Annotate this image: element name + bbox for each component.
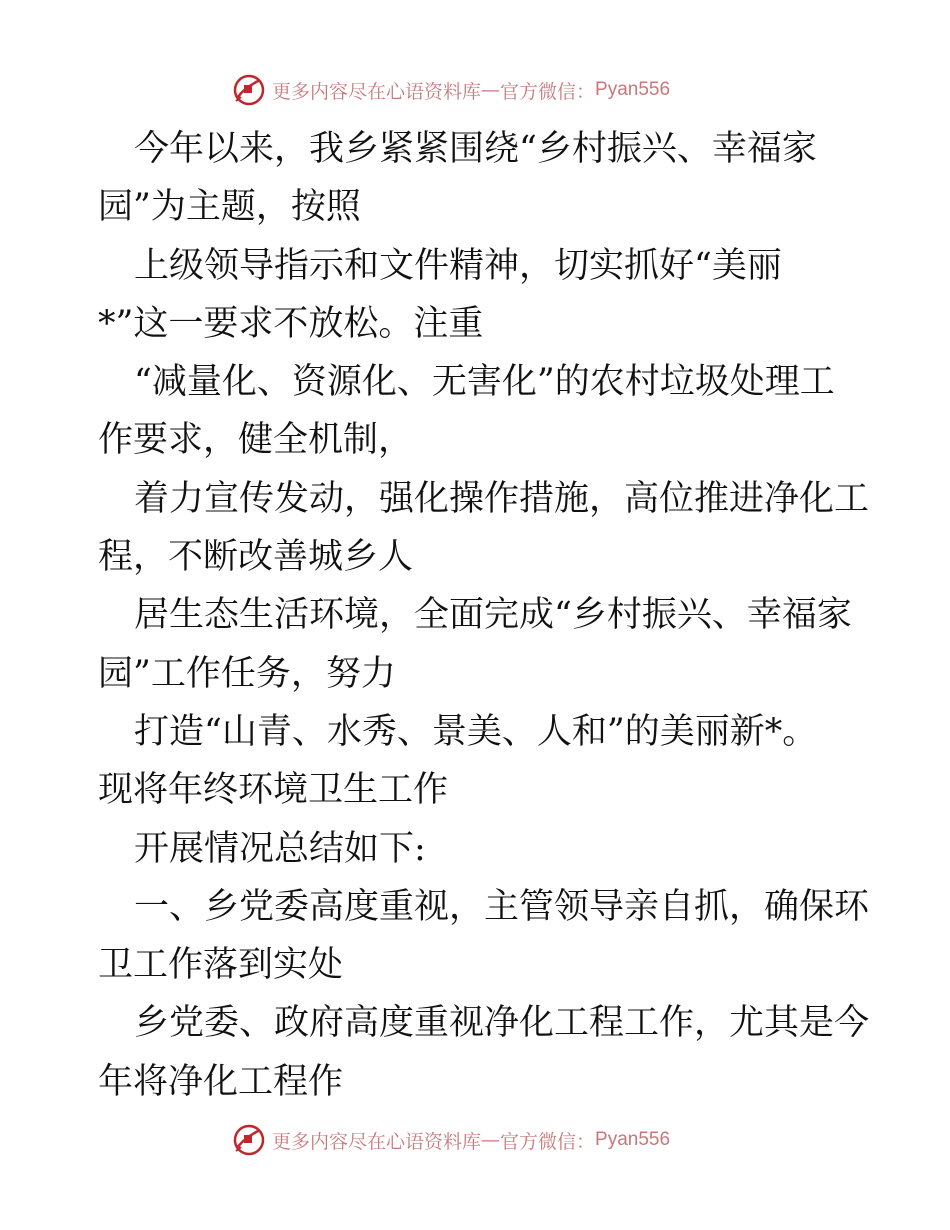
banner-wechat-label: 官方微信： [500,80,596,103]
banner-wechat-id: Pyan556 [595,1129,671,1150]
text-line: 现将年终环境卫生工作 [98,770,449,811]
logo-icon [232,1123,266,1157]
text-line: 年将净化工程作 [98,1061,344,1102]
text-line: “减量化、资源化、无害化”的农村垃圾处理工 [134,362,835,403]
text-line: 开展情况总结如下: [134,828,426,869]
text-line: 园”为主题，按照 [98,187,361,228]
banner-title: 更多内容尽在心语资料库 [272,1130,482,1153]
text-line: 卫工作落到实处 [98,945,344,986]
text-line: 程，不断改善城乡人 [98,537,414,578]
banner-separator: — [481,79,501,101]
footer-banner [232,1120,670,1160]
text-line: 打造“山青、水秀、景美、人和”的美丽新*。 [134,711,818,752]
text-line: 作要求，健全机制， [98,420,414,461]
text-line: 园”工作任务，努力 [98,653,396,694]
logo-icon [232,73,266,107]
header-banner [232,70,670,110]
text-line: 上级领导指示和文件精神，切实抓好“美丽 [134,245,782,286]
banner-title: 更多内容尽在心语资料库 [272,80,482,103]
text-line: 乡党委、政府高度重视净化工程工作，尤其是今 [134,1003,870,1044]
banner-separator: — [481,1129,501,1151]
text-line: 今年以来，我乡紧紧围绕“乡村振兴、幸福家 [134,129,817,169]
banner-wechat-label: 官方微信： [500,1130,596,1153]
text-line: 一、乡党委高度重视，主管领导亲自抓，确保环 [134,886,870,927]
banner-wechat-id: Pyan556 [595,79,671,100]
text-line: *”这一要求不放松。注重 [98,303,484,344]
text-line: 着力宣传发动，强化操作措施，高位推进净化工 [134,478,870,519]
body-text [98,120,870,1111]
text-line: 居生态生活环境，全面完成“乡村振兴、幸福家 [134,595,852,636]
